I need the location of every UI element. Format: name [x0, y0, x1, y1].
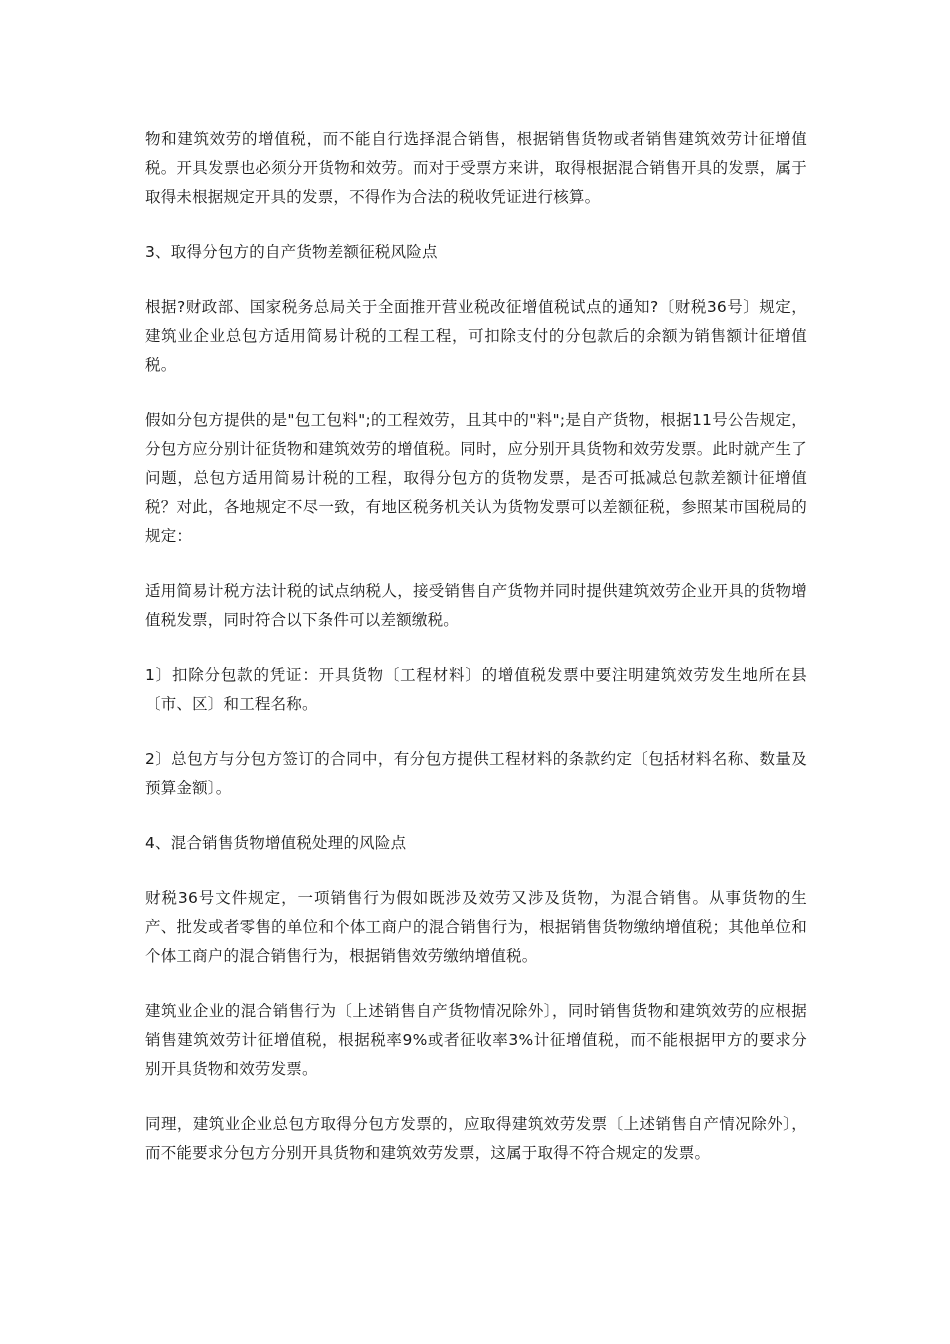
paragraph-condition-2: 2〕总包方与分包方签订的合同中，有分包方提供工程材料的条款约定〔包括材料名称、数量及预算金额〕。	[145, 750, 807, 797]
paragraph-simple-tax-method: 适用简易计税方法计税的试点纳税人，接受销售自产货物并同时提供建筑效劳企业开具的货物增值税发票，同时符合以下条件可以差额缴税。	[145, 582, 807, 629]
paragraph-general-contractor-invoices: 同理，建筑业企业总包方取得分包方发票的，应取得建筑效劳发票〔上述销售自产情况除外〕，而不能要求分包方分别开具货物和建筑效劳发票，这属于取得不符合规定的发票。	[145, 1115, 807, 1162]
paragraph-construction-mixed-sales: 建筑业企业的混合销售行为〔上述销售自产货物情况除外〕，同时销售货物和建筑效劳的应根据销售建筑效劳计征增值税，根据税率9%或者征收率3%计征增值税，而不能根据甲方的要求分别开具货物和效劳发票。	[145, 1002, 807, 1078]
paragraph-notice-36: 根据?财政部、国家税务总局关于全面推开营业税改征增值税试点的通知?〔财税36号〕规定，建筑业企业总包方适用简易计税的工程工程，可扣除支付的分包款后的余额为销售额计征增值税。	[145, 298, 807, 374]
paragraph-labor-and-materials: 假如分包方提供的是"包工包料";的工程效劳，且其中的"料";是自产货物，根据11号公告规定，分包方应分别计征货物和建筑效劳的增值税。同时，应分别开具货物和效劳发票。此时就产生了问题，总包方适用简易计税的工程，取得分包方的货物发票，是否可抵减总包款差额计征增值税？对此，各地规定不尽一致，有地区税务机关认为货物发票可以差额征税，参照某市国税局的规定：	[145, 411, 807, 545]
section-heading-3: 3、取得分包方的自产货物差额征税风险点	[145, 243, 438, 261]
paragraph-mixed-sales-definition: 财税36号文件规定，一项销售行为假如既涉及效劳又涉及货物，为混合销售。从事货物的生产、批发或者零售的单位和个体工商户的混合销售行为，根据销售货物缴纳增值税；其他单位和个体工商户的混合销售行为，根据销售效劳缴纳增值税。	[145, 889, 807, 965]
paragraph-condition-1: 1〕扣除分包款的凭证：开具货物〔工程材料〕的增值税发票中要注明建筑效劳发生地所在县〔市、区〕和工程名称。	[145, 666, 807, 713]
paragraph-mixed-sales-intro: 物和建筑效劳的增值税，而不能自行选择混合销售，根据销售货物或者销售建筑效劳计征增值税。开具发票也必须分开货物和效劳。而对于受票方来讲，取得根据混合销售开具的发票，属于取得未根据规定开具的发票，不得作为合法的税收凭证进行核算。	[145, 130, 807, 206]
document-body	[145, 125, 807, 1194]
section-heading-4: 4、混合销售货物增值税处理的风险点	[145, 834, 407, 852]
